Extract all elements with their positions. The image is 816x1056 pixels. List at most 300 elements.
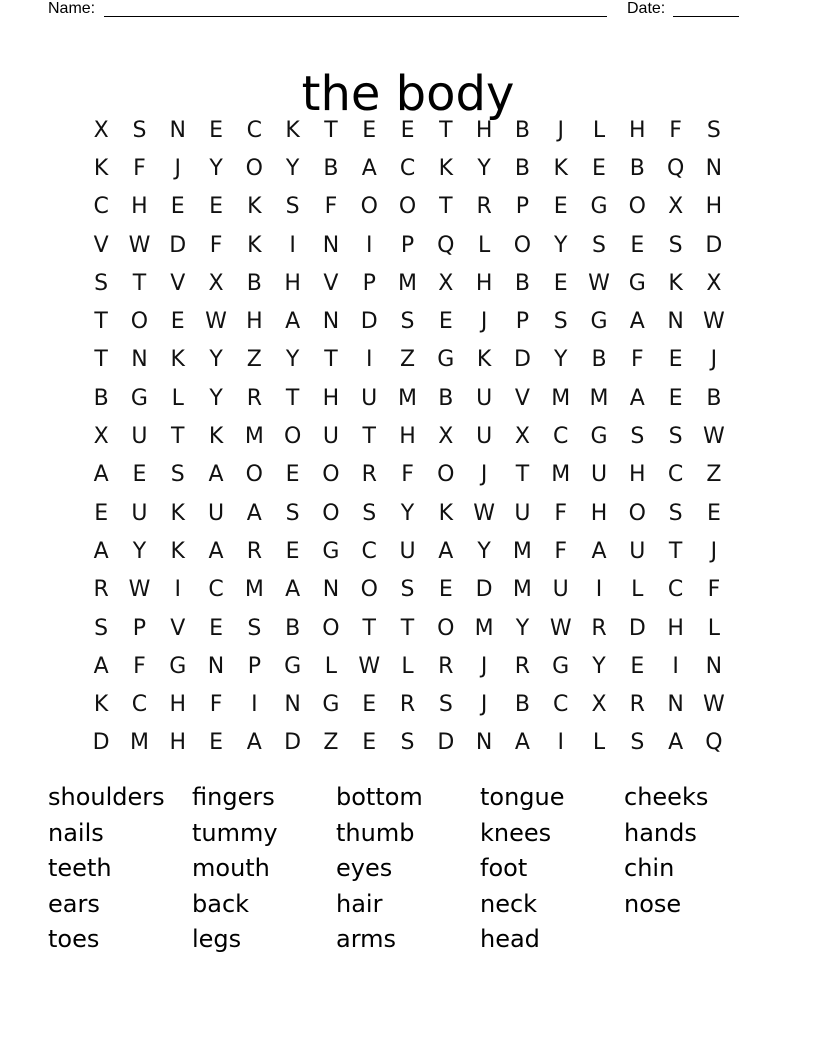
- grid-letter[interactable]: G: [322, 692, 340, 718]
- grid-letter[interactable]: S: [706, 117, 721, 143]
- grid-letter[interactable]: L: [324, 653, 338, 679]
- grid-letter[interactable]: T: [324, 347, 338, 373]
- grid-row: [82, 456, 734, 494]
- grid-letter[interactable]: D: [284, 730, 302, 756]
- grid-letter[interactable]: G: [130, 385, 148, 411]
- grid-letter[interactable]: J: [710, 538, 718, 564]
- grid-letter[interactable]: E: [438, 577, 453, 603]
- grid-letter[interactable]: O: [360, 577, 378, 603]
- grid-letter[interactable]: R: [93, 577, 109, 603]
- grid-letter[interactable]: A: [246, 730, 262, 756]
- grid-letter[interactable]: Y: [209, 347, 223, 373]
- grid-letter[interactable]: S: [400, 577, 415, 603]
- grid-letter[interactable]: I: [251, 692, 258, 718]
- grid-letter[interactable]: K: [438, 155, 454, 181]
- grid-letter[interactable]: B: [591, 347, 607, 373]
- grid-letter[interactable]: L: [401, 653, 414, 679]
- grid-letter[interactable]: S: [438, 692, 453, 718]
- grid-letter[interactable]: E: [285, 462, 300, 488]
- grid-letter[interactable]: G: [322, 538, 340, 564]
- grid-letter[interactable]: A: [246, 500, 262, 526]
- grid-letter[interactable]: I: [365, 347, 373, 373]
- grid-letter[interactable]: R: [591, 615, 607, 641]
- grid-letter[interactable]: E: [362, 117, 377, 143]
- grid-letter[interactable]: D: [628, 615, 646, 641]
- grid-letter[interactable]: F: [133, 155, 146, 181]
- grid-letter[interactable]: X: [514, 424, 530, 450]
- grid-letter[interactable]: H: [629, 117, 646, 143]
- grid-letter[interactable]: Q: [666, 155, 685, 181]
- grid-letter[interactable]: E: [553, 270, 568, 296]
- grid-letter[interactable]: N: [705, 155, 723, 181]
- grid-letter[interactable]: T: [400, 615, 415, 641]
- grid-letter[interactable]: A: [285, 577, 301, 603]
- grid-letter[interactable]: A: [438, 538, 454, 564]
- grid-letter[interactable]: E: [94, 500, 109, 526]
- word-bank-item: legs: [192, 925, 242, 953]
- grid-letter[interactable]: H: [399, 424, 416, 450]
- grid-letter[interactable]: G: [552, 653, 570, 679]
- grid-letter[interactable]: U: [476, 424, 493, 450]
- grid-letter[interactable]: B: [246, 270, 262, 296]
- grid-letter[interactable]: O: [322, 462, 340, 488]
- grid-letter[interactable]: R: [514, 653, 531, 679]
- grid-letter[interactable]: H: [590, 500, 608, 526]
- grid-letter[interactable]: I: [365, 232, 373, 258]
- grid-letter[interactable]: O: [437, 462, 455, 488]
- grid-letter[interactable]: H: [284, 270, 301, 296]
- grid-letter[interactable]: B: [514, 270, 530, 296]
- grid-letter[interactable]: O: [360, 194, 378, 220]
- grid-letter[interactable]: J: [480, 653, 488, 679]
- grid-letter[interactable]: K: [93, 155, 109, 181]
- grid-letter[interactable]: C: [246, 117, 263, 143]
- grid-letter[interactable]: R: [399, 692, 416, 718]
- grid-letter[interactable]: P: [247, 653, 261, 679]
- grid-letter[interactable]: N: [207, 653, 225, 679]
- grid-letter[interactable]: T: [668, 538, 683, 564]
- grid-letter[interactable]: T: [171, 424, 185, 450]
- grid-row: [82, 302, 734, 340]
- date-blank-line[interactable]: [673, 16, 739, 17]
- grid-letter[interactable]: M: [398, 270, 418, 296]
- grid-letter[interactable]: F: [630, 347, 644, 373]
- grid-letter[interactable]: O: [130, 309, 149, 335]
- grid-letter[interactable]: C: [553, 424, 569, 450]
- grid-letter[interactable]: U: [590, 462, 608, 488]
- grid-letter[interactable]: U: [361, 385, 378, 411]
- grid-letter[interactable]: O: [245, 462, 263, 488]
- grid-letter[interactable]: U: [476, 385, 493, 411]
- grid-letter[interactable]: A: [629, 309, 645, 335]
- grid-letter[interactable]: Z: [323, 730, 339, 756]
- grid-letter[interactable]: J: [480, 309, 488, 335]
- grid-letter[interactable]: O: [513, 232, 532, 258]
- grid-letter[interactable]: S: [285, 500, 300, 526]
- grid-letter[interactable]: C: [131, 692, 148, 718]
- grid-letter[interactable]: M: [512, 577, 532, 603]
- grid-letter[interactable]: C: [667, 462, 684, 488]
- grid-letter[interactable]: C: [93, 194, 109, 220]
- grid-letter[interactable]: W: [128, 232, 151, 258]
- grid-letter[interactable]: F: [209, 692, 223, 718]
- grid-letter[interactable]: C: [667, 577, 684, 603]
- grid-letter[interactable]: F: [707, 577, 721, 603]
- grid-letter[interactable]: G: [284, 653, 302, 679]
- grid-letter[interactable]: R: [246, 538, 262, 564]
- grid-row: [82, 532, 734, 570]
- grid-letter[interactable]: N: [667, 309, 684, 335]
- grid-letter[interactable]: E: [706, 500, 721, 526]
- grid-letter[interactable]: M: [244, 424, 264, 450]
- grid-letter[interactable]: M: [551, 385, 571, 411]
- grid-letter[interactable]: W: [703, 424, 725, 450]
- grid-letter[interactable]: B: [514, 155, 530, 181]
- grid-letter[interactable]: F: [401, 462, 414, 488]
- grid-letter[interactable]: X: [93, 424, 109, 450]
- grid-letter[interactable]: P: [132, 615, 147, 641]
- grid-letter[interactable]: J: [557, 117, 564, 143]
- grid-letter[interactable]: S: [247, 615, 262, 641]
- grid-letter[interactable]: V: [93, 232, 109, 258]
- name-label: Name:: [48, 0, 96, 17]
- grid-letter[interactable]: R: [476, 194, 492, 220]
- grid-letter[interactable]: Y: [477, 155, 491, 181]
- grid-letter[interactable]: G: [590, 194, 608, 220]
- grid-letter[interactable]: X: [208, 270, 224, 296]
- grid-letter[interactable]: L: [477, 232, 491, 258]
- grid-letter[interactable]: K: [170, 500, 185, 526]
- grid-letter[interactable]: E: [209, 615, 223, 641]
- grid-letter[interactable]: I: [289, 232, 296, 258]
- grid-letter[interactable]: E: [362, 730, 377, 756]
- grid-letter[interactable]: W: [358, 653, 381, 679]
- grid-letter[interactable]: N: [322, 577, 340, 603]
- grid-letter[interactable]: P: [362, 270, 376, 296]
- grid-letter[interactable]: N: [475, 730, 493, 756]
- grid-letter[interactable]: N: [322, 232, 340, 258]
- grid-letter[interactable]: O: [283, 424, 302, 450]
- grid-letter[interactable]: L: [592, 730, 606, 756]
- grid-letter[interactable]: H: [705, 194, 723, 220]
- grid-letter[interactable]: M: [129, 730, 149, 756]
- grid-letter[interactable]: S: [400, 730, 415, 756]
- grid-letter[interactable]: B: [514, 117, 530, 143]
- grid-letter[interactable]: B: [93, 385, 109, 411]
- grid-letter[interactable]: E: [209, 730, 223, 756]
- name-blank-line[interactable]: [104, 16, 607, 17]
- grid-letter[interactable]: K: [170, 347, 185, 373]
- grid-letter[interactable]: P: [515, 194, 530, 220]
- grid-letter[interactable]: Z: [399, 347, 416, 373]
- grid-letter[interactable]: E: [285, 538, 300, 564]
- grid-letter[interactable]: T: [94, 309, 108, 335]
- grid-letter[interactable]: W: [205, 309, 227, 335]
- grid-letter[interactable]: K: [553, 155, 568, 181]
- grid-letter[interactable]: E: [400, 117, 415, 143]
- grid-letter[interactable]: E: [630, 232, 645, 258]
- grid-letter[interactable]: Y: [553, 347, 568, 373]
- grid-letter[interactable]: S: [132, 117, 147, 143]
- grid-letter[interactable]: D: [169, 232, 187, 258]
- grid-letter[interactable]: T: [439, 194, 453, 220]
- grid-letter[interactable]: J: [174, 155, 181, 181]
- grid-letter[interactable]: G: [590, 424, 608, 450]
- grid-letter[interactable]: O: [245, 155, 263, 181]
- grid-letter[interactable]: E: [209, 194, 223, 220]
- grid-letter[interactable]: K: [668, 270, 683, 296]
- grid-letter[interactable]: Y: [285, 347, 300, 373]
- grid-letter[interactable]: Y: [477, 538, 491, 564]
- grid-letter[interactable]: S: [400, 309, 415, 335]
- grid-letter[interactable]: H: [131, 194, 148, 220]
- grid-letter[interactable]: K: [93, 692, 109, 718]
- grid-letter[interactable]: E: [170, 194, 185, 220]
- grid-letter[interactable]: T: [362, 424, 376, 450]
- grid-letter[interactable]: S: [170, 462, 185, 488]
- grid-letter[interactable]: X: [706, 270, 722, 296]
- grid-letter[interactable]: A: [93, 462, 109, 488]
- grid-letter[interactable]: T: [362, 615, 376, 641]
- grid-letter[interactable]: Q: [437, 232, 455, 258]
- grid-letter[interactable]: V: [514, 385, 530, 411]
- grid-letter[interactable]: D: [437, 730, 455, 756]
- grid-letter[interactable]: U: [514, 500, 531, 526]
- grid-letter[interactable]: I: [672, 653, 679, 679]
- grid-letter[interactable]: X: [591, 692, 607, 718]
- grid-letter[interactable]: A: [591, 538, 607, 564]
- grid-letter[interactable]: E: [592, 155, 606, 181]
- grid-letter[interactable]: H: [322, 385, 340, 411]
- grid-letter[interactable]: X: [668, 194, 684, 220]
- grid-letter[interactable]: D: [360, 309, 378, 335]
- grid-letter[interactable]: M: [512, 538, 532, 564]
- grid-letter[interactable]: O: [398, 194, 417, 220]
- grid-letter[interactable]: C: [399, 155, 416, 181]
- grid-letter[interactable]: E: [438, 309, 453, 335]
- grid-letter[interactable]: J: [710, 347, 718, 373]
- grid-letter[interactable]: H: [246, 309, 263, 335]
- grid-letter[interactable]: W: [703, 692, 725, 718]
- grid-letter[interactable]: A: [208, 538, 224, 564]
- grid-letter[interactable]: R: [438, 653, 454, 679]
- grid-letter[interactable]: F: [324, 194, 338, 220]
- grid-letter[interactable]: W: [128, 577, 151, 603]
- grid-letter[interactable]: S: [630, 730, 645, 756]
- grid-letter[interactable]: S: [362, 500, 377, 526]
- grid-letter[interactable]: Y: [515, 615, 530, 641]
- grid-letter[interactable]: H: [169, 692, 187, 718]
- grid-letter[interactable]: E: [553, 194, 568, 220]
- grid-letter[interactable]: S: [94, 615, 109, 641]
- grid-letter[interactable]: T: [515, 462, 530, 488]
- grid-letter[interactable]: N: [284, 692, 301, 718]
- grid-letter[interactable]: D: [92, 730, 110, 756]
- grid-letter[interactable]: H: [475, 270, 493, 296]
- grid-letter[interactable]: B: [629, 155, 645, 181]
- grid-letter[interactable]: N: [705, 653, 723, 679]
- grid-letter[interactable]: W: [549, 615, 572, 641]
- grid-letter[interactable]: A: [93, 653, 109, 679]
- word-bank-item: tummy: [192, 818, 278, 847]
- grid-letter[interactable]: M: [589, 385, 609, 411]
- grid-letter[interactable]: N: [131, 347, 148, 373]
- grid-letter[interactable]: L: [171, 385, 184, 411]
- grid-letter[interactable]: S: [553, 309, 568, 335]
- grid-letter[interactable]: H: [475, 117, 493, 143]
- grid-letter[interactable]: C: [208, 577, 224, 603]
- grid-letter[interactable]: F: [554, 500, 568, 526]
- grid-letter[interactable]: S: [285, 194, 300, 220]
- grid-letter[interactable]: K: [247, 194, 262, 220]
- grid-letter[interactable]: L: [592, 117, 606, 143]
- word-bank-item: knees: [480, 818, 552, 847]
- grid-letter[interactable]: H: [169, 730, 187, 756]
- grid-letter[interactable]: U: [399, 538, 416, 564]
- grid-letter[interactable]: D: [475, 577, 493, 603]
- grid-letter[interactable]: M: [474, 615, 494, 641]
- grid-letter[interactable]: J: [480, 692, 488, 718]
- grid-letter[interactable]: U: [207, 500, 225, 526]
- grid-letter[interactable]: Z: [706, 462, 722, 488]
- grid-letter[interactable]: Y: [285, 155, 300, 181]
- grid-letter[interactable]: I: [557, 730, 564, 756]
- grid-letter[interactable]: F: [209, 232, 223, 258]
- grid-letter[interactable]: T: [285, 385, 300, 411]
- grid-letter[interactable]: A: [629, 385, 645, 411]
- grid-letter[interactable]: A: [93, 538, 109, 564]
- grid-row: [82, 264, 734, 302]
- grid-letter[interactable]: Y: [592, 653, 606, 679]
- grid-letter[interactable]: G: [169, 653, 187, 679]
- grid-row: [82, 379, 734, 417]
- grid-letter[interactable]: R: [246, 385, 262, 411]
- grid-letter[interactable]: W: [473, 500, 495, 526]
- grid-letter[interactable]: G: [590, 309, 608, 335]
- grid-letter[interactable]: Y: [553, 232, 568, 258]
- grid-letter[interactable]: S: [668, 232, 683, 258]
- grid-letter[interactable]: P: [515, 309, 530, 335]
- grid-letter[interactable]: K: [285, 117, 300, 143]
- grid-letter[interactable]: O: [322, 615, 340, 641]
- grid-letter[interactable]: J: [480, 462, 488, 488]
- grid-letter[interactable]: E: [209, 117, 223, 143]
- grid-letter[interactable]: U: [131, 424, 148, 450]
- grid-letter[interactable]: W: [588, 270, 610, 296]
- grid-letter[interactable]: E: [630, 653, 645, 679]
- grid-letter[interactable]: D: [705, 232, 723, 258]
- grid-letter[interactable]: B: [438, 385, 454, 411]
- grid-letter[interactable]: K: [208, 424, 224, 450]
- grid-letter[interactable]: G: [437, 347, 455, 373]
- grid-letter[interactable]: A: [285, 309, 301, 335]
- grid-letter[interactable]: I: [595, 577, 603, 603]
- grid-letter[interactable]: E: [170, 309, 185, 335]
- grid-letter[interactable]: H: [629, 462, 646, 488]
- grid-letter[interactable]: E: [668, 347, 683, 373]
- grid-letter[interactable]: A: [514, 730, 530, 756]
- grid-letter[interactable]: E: [132, 462, 147, 488]
- grid-letter[interactable]: T: [132, 270, 147, 296]
- grid-letter[interactable]: C: [361, 538, 377, 564]
- grid-letter[interactable]: Y: [209, 155, 223, 181]
- grid-letter[interactable]: S: [668, 500, 683, 526]
- grid-letter[interactable]: S: [630, 424, 645, 450]
- grid-letter[interactable]: W: [703, 309, 725, 335]
- grid-letter[interactable]: A: [208, 462, 224, 488]
- grid-letter[interactable]: M: [398, 385, 418, 411]
- grid-letter[interactable]: O: [628, 194, 646, 220]
- grid-letter[interactable]: U: [629, 538, 646, 564]
- grid-letter[interactable]: S: [94, 270, 109, 296]
- grid-letter[interactable]: F: [669, 117, 682, 143]
- grid-letter[interactable]: R: [629, 692, 645, 718]
- grid-letter[interactable]: M: [551, 462, 571, 488]
- grid-letter[interactable]: K: [438, 500, 454, 526]
- grid-letter[interactable]: B: [514, 692, 530, 718]
- grid-letter[interactable]: V: [323, 270, 339, 296]
- grid-letter[interactable]: T: [439, 117, 453, 143]
- grid-letter[interactable]: N: [169, 117, 186, 143]
- grid-letter[interactable]: R: [361, 462, 377, 488]
- grid-letter[interactable]: K: [170, 538, 185, 564]
- grid-letter[interactable]: U: [322, 424, 339, 450]
- grid-letter[interactable]: N: [322, 309, 340, 335]
- grid-letter[interactable]: M: [244, 577, 264, 603]
- grid-letter[interactable]: K: [247, 232, 262, 258]
- grid-letter[interactable]: O: [628, 500, 646, 526]
- grid-letter[interactable]: K: [476, 347, 492, 373]
- grid-letter[interactable]: A: [668, 730, 684, 756]
- grid-letter[interactable]: V: [170, 615, 186, 641]
- grid-letter[interactable]: F: [133, 653, 146, 679]
- grid-letter[interactable]: O: [437, 615, 455, 641]
- grid-letter[interactable]: Q: [705, 730, 723, 756]
- grid-letter[interactable]: B: [323, 155, 339, 181]
- grid-letter[interactable]: S: [668, 424, 683, 450]
- grid-letter[interactable]: N: [667, 692, 684, 718]
- grid-letter[interactable]: Y: [209, 385, 223, 411]
- grid-letter[interactable]: D: [513, 347, 531, 373]
- grid-letter[interactable]: G: [628, 270, 646, 296]
- grid-letter[interactable]: V: [170, 270, 186, 296]
- grid-letter[interactable]: O: [322, 500, 340, 526]
- grid-letter[interactable]: A: [361, 155, 377, 181]
- grid-letter[interactable]: L: [707, 615, 721, 641]
- grid-letter[interactable]: X: [93, 117, 109, 143]
- grid-letter[interactable]: S: [592, 232, 606, 258]
- grid-letter[interactable]: H: [667, 615, 684, 641]
- grid-letter[interactable]: B: [285, 615, 301, 641]
- grid-letter[interactable]: I: [174, 577, 181, 603]
- grid-letter[interactable]: T: [324, 117, 338, 143]
- grid-letter[interactable]: U: [131, 500, 148, 526]
- grid-letter[interactable]: X: [438, 424, 454, 450]
- grid-letter[interactable]: Z: [246, 347, 262, 373]
- grid-letter[interactable]: E: [362, 692, 377, 718]
- grid-letter[interactable]: Y: [400, 500, 415, 526]
- grid-letter[interactable]: U: [552, 577, 569, 603]
- grid-letter[interactable]: Y: [132, 538, 147, 564]
- grid-letter[interactable]: C: [553, 692, 569, 718]
- grid-letter[interactable]: X: [438, 270, 454, 296]
- grid-letter[interactable]: F: [554, 538, 568, 564]
- grid-letter[interactable]: B: [706, 385, 722, 411]
- grid-letter[interactable]: T: [94, 347, 108, 373]
- grid-letter[interactable]: P: [400, 232, 415, 258]
- grid-letter[interactable]: L: [631, 577, 644, 603]
- grid-letter[interactable]: E: [668, 385, 683, 411]
